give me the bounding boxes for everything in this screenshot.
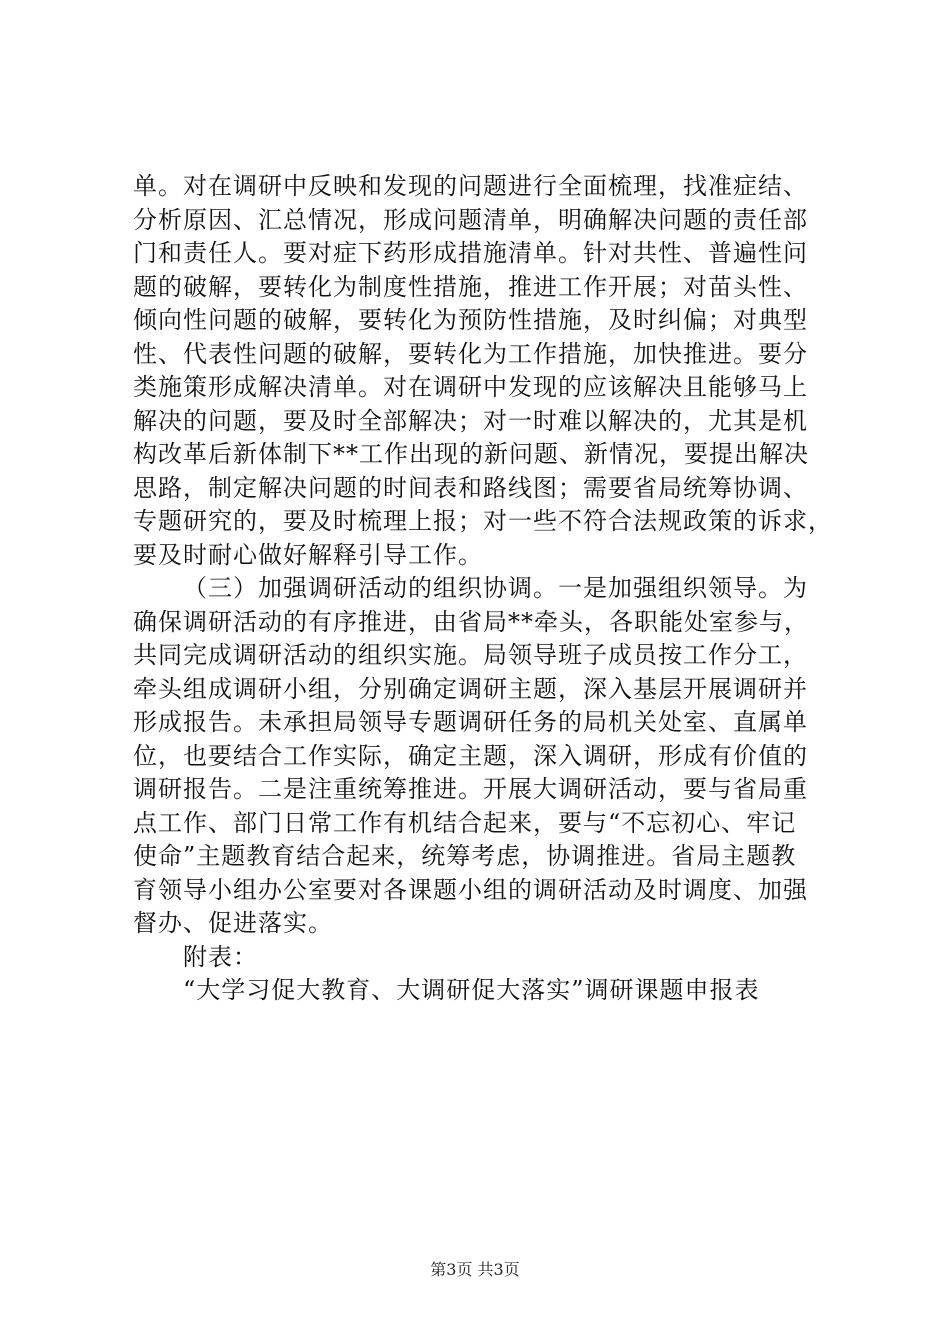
text-line: 性、代表性问题的破解，要转化为工作措施，加快推进。要分 bbox=[133, 339, 808, 368]
text-line: 育领导小组办公室要对各课题小组的调研活动及时调度、加强 bbox=[133, 875, 808, 904]
text-line: 使命”主题教育结合起来，统筹考虑，协调推进。省局主题教 bbox=[133, 842, 797, 870]
text-line: 专题研究的，要及时梳理上报；对一些不符合法规政策的诉求， bbox=[133, 507, 833, 535]
text-line: 督办、促进落实。 bbox=[133, 909, 333, 937]
document-body bbox=[133, 170, 843, 1008]
text-line: 构改革后新体制下**工作出现的新问题、新情况，要提出解决 bbox=[133, 440, 809, 468]
text-line: 调研报告。二是注重统筹推进。开展大调研活动，要与省局重 bbox=[133, 775, 808, 803]
text-line: 题的破解，要转化为制度性措施，推进工作开展；对苗头性、 bbox=[133, 272, 808, 301]
text-line: 分析原因、汇总情况，形成问题清单，明确解决问题的责任部 bbox=[133, 205, 808, 234]
appendix-title: “大学习促大教育、大调研促大落实”调研课题申报表 bbox=[183, 976, 760, 1004]
text-line: 思路，制定解决问题的时间表和路线图；需要省局统筹协调、 bbox=[133, 473, 808, 502]
page-footer: 第3页 共3页 bbox=[430, 1260, 520, 1279]
text-line: 门和责任人。要对症下药形成措施清单。针对共性、普遍性问 bbox=[133, 239, 808, 267]
text-line: 类施策形成解决清单。对在调研中发现的应该解决且能够马上 bbox=[133, 373, 808, 401]
text-line: 点工作、部门日常工作有机结合起来，要与“不忘初心、牢记 bbox=[133, 808, 797, 837]
text-line: 牵头组成调研小组，分别确定调研主题，深入基层开展调研并 bbox=[133, 674, 808, 703]
appendix-label: 附表： bbox=[183, 942, 258, 971]
section-heading-line: （三）加强调研活动的组织协调。一是加强组织领导。为 bbox=[183, 574, 808, 602]
text-line: 要及时耐心做好解释引导工作。 bbox=[133, 540, 483, 569]
text-line: 确保调研活动的有序推进，由省局**牵头，各职能处室参与， bbox=[133, 607, 809, 636]
text-line: 倾向性问题的破解，要转化为预防性措施，及时纠偏；对典型 bbox=[133, 306, 808, 334]
text-line: 位，也要结合工作实际，确定主题，深入调研，形成有价值的 bbox=[133, 741, 808, 770]
text-line: 解决的问题，要及时全部解决；对一时难以解决的，尤其是机 bbox=[133, 406, 808, 435]
text-line: 共同完成调研活动的组织实施。局领导班子成员按工作分工， bbox=[133, 641, 808, 669]
text-line: 单。对在调研中反映和发现的问题进行全面梳理，找准症结、 bbox=[133, 172, 808, 200]
text-line: 形成报告。未承担局领导专题调研任务的局机关处室、直属单 bbox=[133, 708, 808, 736]
